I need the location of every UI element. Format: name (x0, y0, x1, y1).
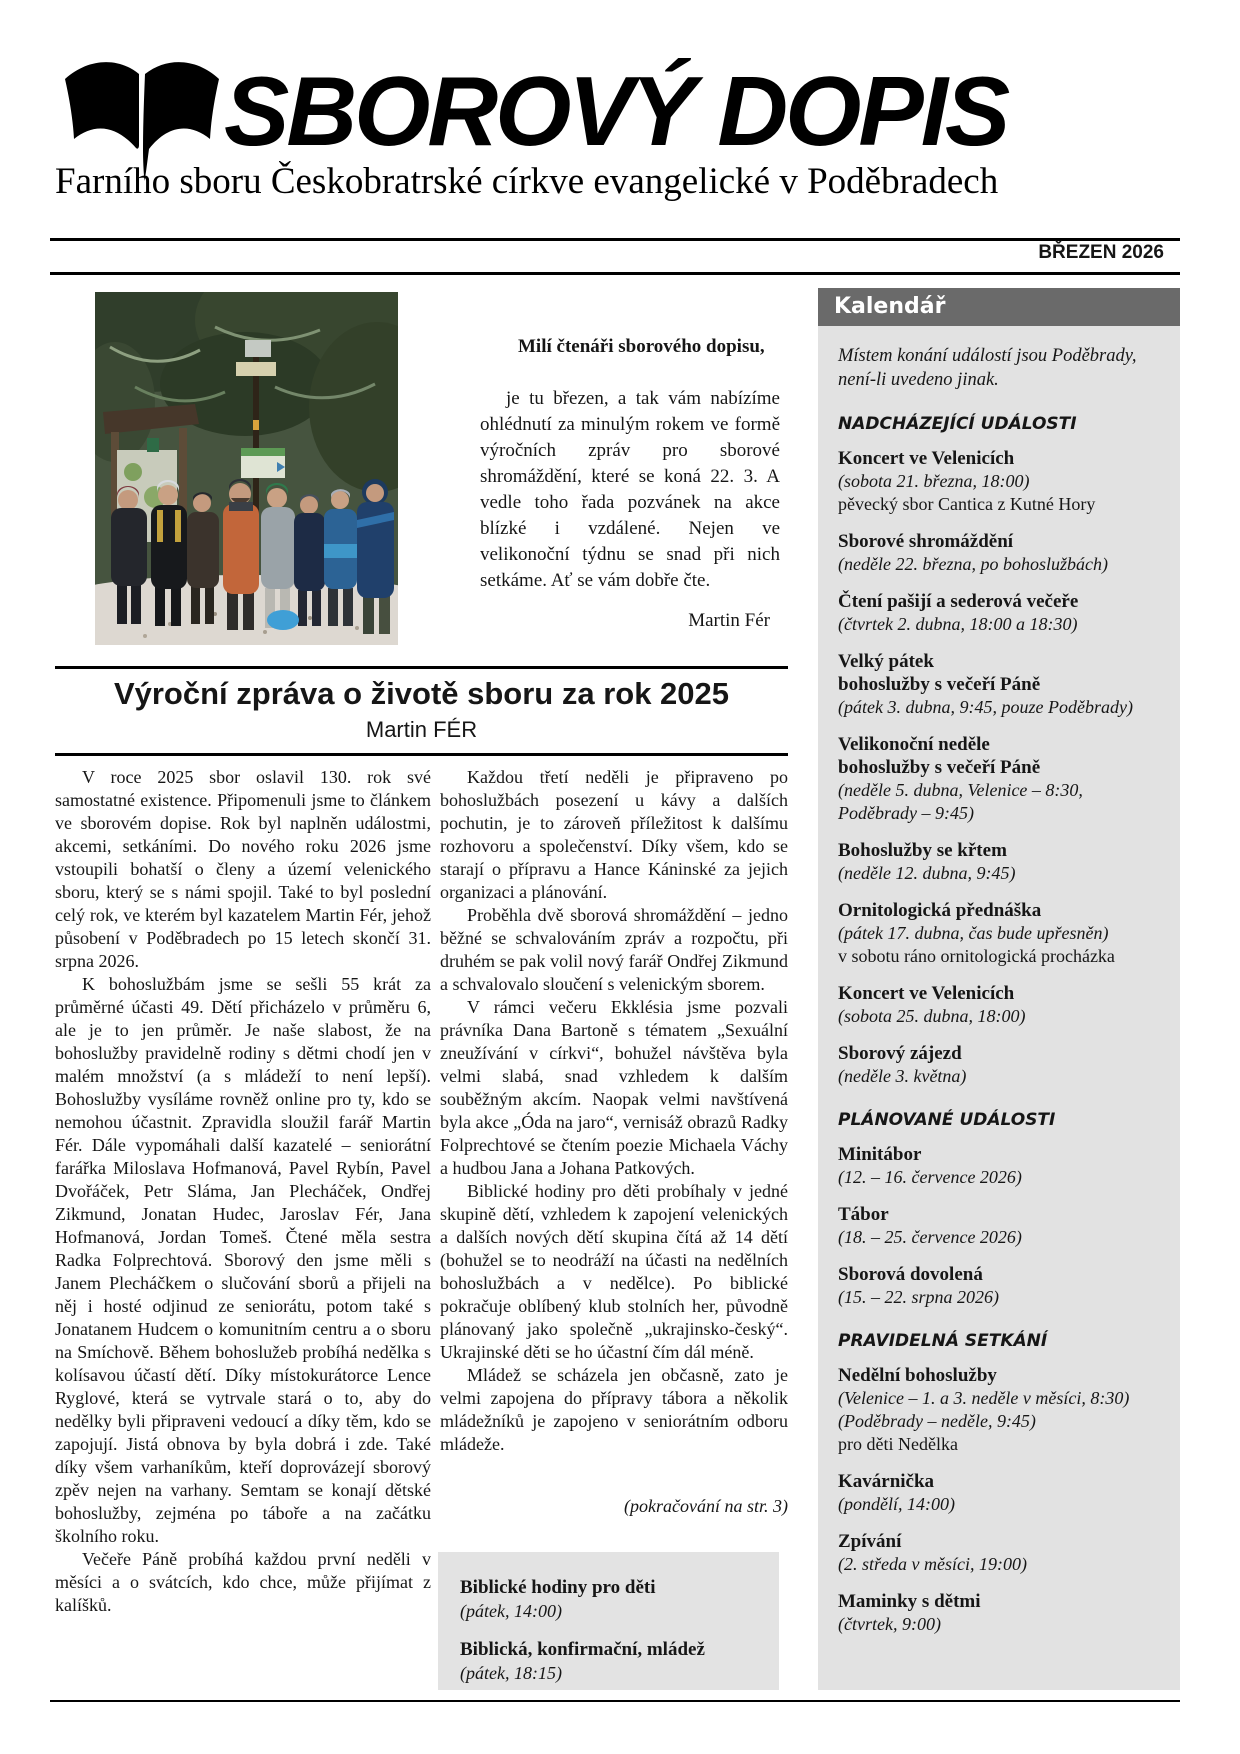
calendar-event (838, 1590, 1164, 1636)
calendar-event (838, 650, 1164, 719)
event-detail: (pondělí, 14:00) (838, 1494, 955, 1514)
event-detail: (2. středa v měsíci, 19:00) (838, 1554, 1027, 1574)
event-detail: (12. – 16. července 2026) (838, 1167, 1022, 1187)
calendar-event (838, 1203, 1164, 1249)
event-title: Sborový zájezd (838, 1043, 962, 1064)
article-paragraph: Večeře Páně probíhá každou první neděli v měsíci a o svátcích, kdo chce, může přijímat z kalíšků. (55, 1549, 431, 1615)
event-title: Koncert ve Velenicích (838, 448, 1015, 469)
event-title: Nedělní bohoslužby (838, 1365, 997, 1386)
article-paragraph: Mládež se scházela jen občasně, zato je velmi zapojena do přípravy tábora a několik mládežníků je zapojeno v seniorátním odboru mládeže. (440, 1365, 788, 1454)
info-entry-detail: (pátek, 14:00) (460, 1601, 562, 1621)
intro-signature: Martin Fér (688, 610, 770, 631)
article-rule-bottom (55, 753, 788, 756)
event-title: Sborová dovolená (838, 1264, 983, 1285)
newsletter-subtitle: Farního sboru Českobratrské církve evangelické v Poděbradech (55, 161, 999, 202)
event-title: Čtení pašijí a sederová večeře (838, 591, 1079, 612)
bible-hours-box (438, 1552, 779, 1690)
calendar-section-heading: NADCHÁZEJÍCÍ UDÁLOSTI (838, 414, 1077, 434)
event-detail: (neděle 22. března, po bohoslužbách) (838, 554, 1108, 574)
newsletter-title: SBOROVÝ DOPIS (224, 56, 1008, 166)
calendar-event (838, 1530, 1164, 1576)
calendar-event (838, 590, 1164, 636)
event-title: Koncert ve Velenicích (838, 983, 1015, 1004)
event-detail: (18. – 25. července 2026) (838, 1227, 1022, 1247)
calendar-sidebar (818, 288, 1180, 1690)
event-title: Velký pátek (838, 651, 934, 672)
event-detail: (neděle 12. dubna, 9:45) (838, 863, 1016, 883)
event-detail: (15. – 22. srpna 2026) (838, 1287, 999, 1307)
event-title: Zpívání (838, 1531, 902, 1552)
group-photo (95, 292, 398, 645)
article-rule-top (55, 666, 788, 669)
calendar-event (838, 982, 1164, 1028)
calendar-event (838, 899, 1164, 968)
event-title: Minitábor (838, 1144, 922, 1165)
article-author: Martin FÉR (365, 717, 478, 742)
event-detail: (čtvrtek, 9:00) (838, 1614, 941, 1634)
masthead-rule-top (50, 238, 1180, 241)
continuation-note: (pokračování na str. 3) (624, 1496, 788, 1516)
issue-date: BŘEZEN 2026 (1038, 242, 1164, 263)
calendar-event-list (838, 1143, 1164, 1309)
event-detail: (pátek 17. dubna, čas bude upřesněn) (838, 923, 1109, 943)
calendar-event (838, 447, 1164, 516)
info-box-entry (460, 1576, 769, 1623)
event-title-line2: bohoslužby s večeří Páně (838, 757, 1041, 778)
editor-intro (480, 334, 780, 634)
event-detail-line2: (Poděbrady – neděle, 9:45) (838, 1411, 1036, 1431)
article-column-1 (55, 766, 431, 1617)
article-paragraph: Proběhla dvě sborová shromáždění – jedno běžné se schvalováním zpráv a rozpočtu, při druhém se pak volil nový farář Ondřej Zikmund a schvalovalo sloučení s velenickým sborem. (440, 905, 788, 994)
calendar-header: Kalendář (818, 288, 1180, 326)
intro-body: je tu březen, a tak vám nabízíme ohlédnutí za minulým rokem ve formě výročních zpráv pro sborové shromáždění, které se koná 22. 3. A vedle toho řada pozvánek na akce blízké i vzdálené. Nejen ve velikonoční týdnu se snad při nich setkáme. Ať se vám dobře čte. (480, 388, 780, 591)
calendar-body (818, 326, 1180, 1690)
info-entry-title: Biblická, konfirmační, mládež (460, 1639, 705, 1660)
article-paragraph: V roce 2025 sbor oslavil 130. rok své samostatné existence. Připomenuli jsme to článkem ve sborovém dopise. Rok byl naplněn událostmi, akcemi, setkáními. Do nového roku 2026 jsme vstoupili bohatší o členy a území velenického sboru, který se s námi spojil. Také to byl poslední celý rok, ve kterém byl kazatelem Martin Fér, jehož působení v Poděbradech po 15 letech skončí 31. srpna 2026. (55, 767, 431, 971)
article-paragraph: V rámci večeru Ekklésia jsme pozvali právníka Dana Bartoně s tématem „Sexuální zneužívání v církvi“, bohužel návštěva byla velmi slabá, snad vzhledem k dalším souběžným akcím. Naopak velmi navštívená byla akce „Óda na jaro“, vernisáž obrazů Radky Folprechtové se čtením poezie Michaela Váchy a hudbou Jana a Johana Patkových. (440, 997, 788, 1178)
article-title: Výroční zpráva o životě sboru za rok 2025 (113, 676, 730, 711)
article-paragraph: Každou třetí neděli je připraveno po bohoslužbách posezení u kávy a dalších pochutin, je to zároveň příležitost k dalšímu rozhovoru a společenství. Díky všem, kdo se starají o přípravu a Hance Káninské za jejich organizaci a plánování. (440, 767, 788, 902)
calendar-event (838, 1042, 1164, 1088)
event-detail: (pátek 3. dubna, 9:45, pouze Poděbrady) (838, 697, 1133, 717)
event-title: Ornitologická přednáška (838, 900, 1042, 921)
calendar-section-heading: PLÁNOVANÉ UDÁLOSTI (838, 1110, 1056, 1130)
calendar-section-heading: PRAVIDELNÁ SETKÁNÍ (838, 1331, 1048, 1351)
masthead-rule-bottom (50, 272, 1180, 275)
event-detail: (neděle 3. května) (838, 1066, 967, 1086)
event-title: Tábor (838, 1204, 889, 1225)
intro-salutation: Milí čtenáři sborového dopisu, (518, 336, 765, 357)
article-continuation (440, 1495, 788, 1518)
calendar-event (838, 1143, 1164, 1189)
calendar-event (838, 530, 1164, 576)
article-paragraph: K bohoslužbám jsme se sešli 55 krát za průměrné účasti 49. Dětí přicházelo v průměru 6, ale je to jen průměr. Je naše slabost, že na bohoslužby pravidelně rodiny s dětmi chodí jen v malém množství (a s mládeží to není lepší). Bohoslužby vysíláme rovněž online pro ty, kdo se nemohou účastnit. Zpravidla sloužil farář Martin Fér. Dále vypomáhali další kazatelé – seniorátní farářka Miloslava Hofmanová, Pavel Rybín, Pavel Dvořáček, Petr Sláma, Jan Plecháček, Ondřej Zikmund, Jonatan Hudec, Jaroslav Fér, Jana Hofmanová, Jordan Tomeš. Čtené měla sestra Radka Folprechtová. Sborový den jsme měli s Janem Plecháčkem o slučování sborů a přijeli na něj i hosté odjinud ze seniorátu, potom také s Jonatanem Hudcem o komunitním centru a o sboru na Smíchově. Během bohoslužeb probíhá nedělka s kolísavou účastí dětí. Díky místokurátorce Lence Ryglové, která se vytrvale stará o to, aby do nedělky byli připraveni vedoucí a díky těm, kdo se zapojují. Jistá obnova by byla dobrá i zde. Také díky všem varhaníkům, kteří doprovázejí sborový zpěv nejen na varhany. Semtam se konají dětské bohoslužby, zejména po táboře a na začátku školního roku. (55, 974, 431, 1546)
calendar-section-regular (838, 1331, 1164, 1636)
calendar-event-list (838, 1364, 1164, 1636)
article-column-2 (440, 766, 788, 1456)
event-note: v sobotu ráno ornitologická procházka (838, 946, 1115, 966)
info-entry-detail: (pátek, 18:15) (460, 1663, 562, 1683)
event-detail: (sobota 25. dubna, 18:00) (838, 1006, 1026, 1026)
calendar-event (838, 1470, 1164, 1516)
footer-rule (50, 1700, 1180, 1702)
event-detail: (čtvrtek 2. dubna, 18:00 a 18:30) (838, 614, 1078, 634)
event-detail: (sobota 21. března, 18:00) (838, 471, 1030, 491)
event-note: pro děti Nedělka (838, 1434, 958, 1454)
calendar-event (838, 1364, 1164, 1456)
event-title: Kavárnička (838, 1471, 935, 1492)
info-box-entry (460, 1638, 769, 1685)
calendar-event-list (838, 447, 1164, 1088)
calendar-event (838, 1263, 1164, 1309)
event-title: Velikonoční neděle (838, 734, 990, 755)
event-detail: (Velenice – 1. a 3. neděle v měsíci, 8:30) (838, 1388, 1130, 1408)
calendar-section-upcoming (838, 414, 1164, 1088)
calendar-event (838, 839, 1164, 885)
event-title-line2: bohoslužby s večeří Páně (838, 674, 1041, 695)
info-entry-title: Biblické hodiny pro děti (460, 1577, 656, 1598)
calendar-section-planned (838, 1110, 1164, 1309)
calendar-event (838, 733, 1164, 825)
event-detail-line2: Poděbrady – 9:45) (838, 803, 974, 823)
event-title: Bohoslužby se křtem (838, 840, 1007, 861)
article-paragraph: Biblické hodiny pro děti probíhaly v jedné skupině dětí, vzhledem k zapojení velenických a dalších nových dětí skupina čítá až 14 dětí (bohužel se to neodráží na účasti na nedělních bohoslužbách a v nedělce). Po biblické pokračuje oblíbený klub stolních her, původně plánovaný jako společně „ukrajinsko-český“. Ukrajinské děti se ho účastní čím dál méně. (440, 1181, 788, 1362)
event-note: pěvecký sbor Cantica z Kutné Hory (838, 494, 1096, 514)
event-detail: (neděle 5. dubna, Velenice – 8:30, (838, 780, 1083, 800)
event-title: Sborové shromáždění (838, 531, 1014, 552)
calendar-note: Místem konání událostí jsou Poděbrady, není-li uvedeno jinak. (838, 346, 1137, 390)
event-title: Maminky s dětmi (838, 1591, 981, 1612)
